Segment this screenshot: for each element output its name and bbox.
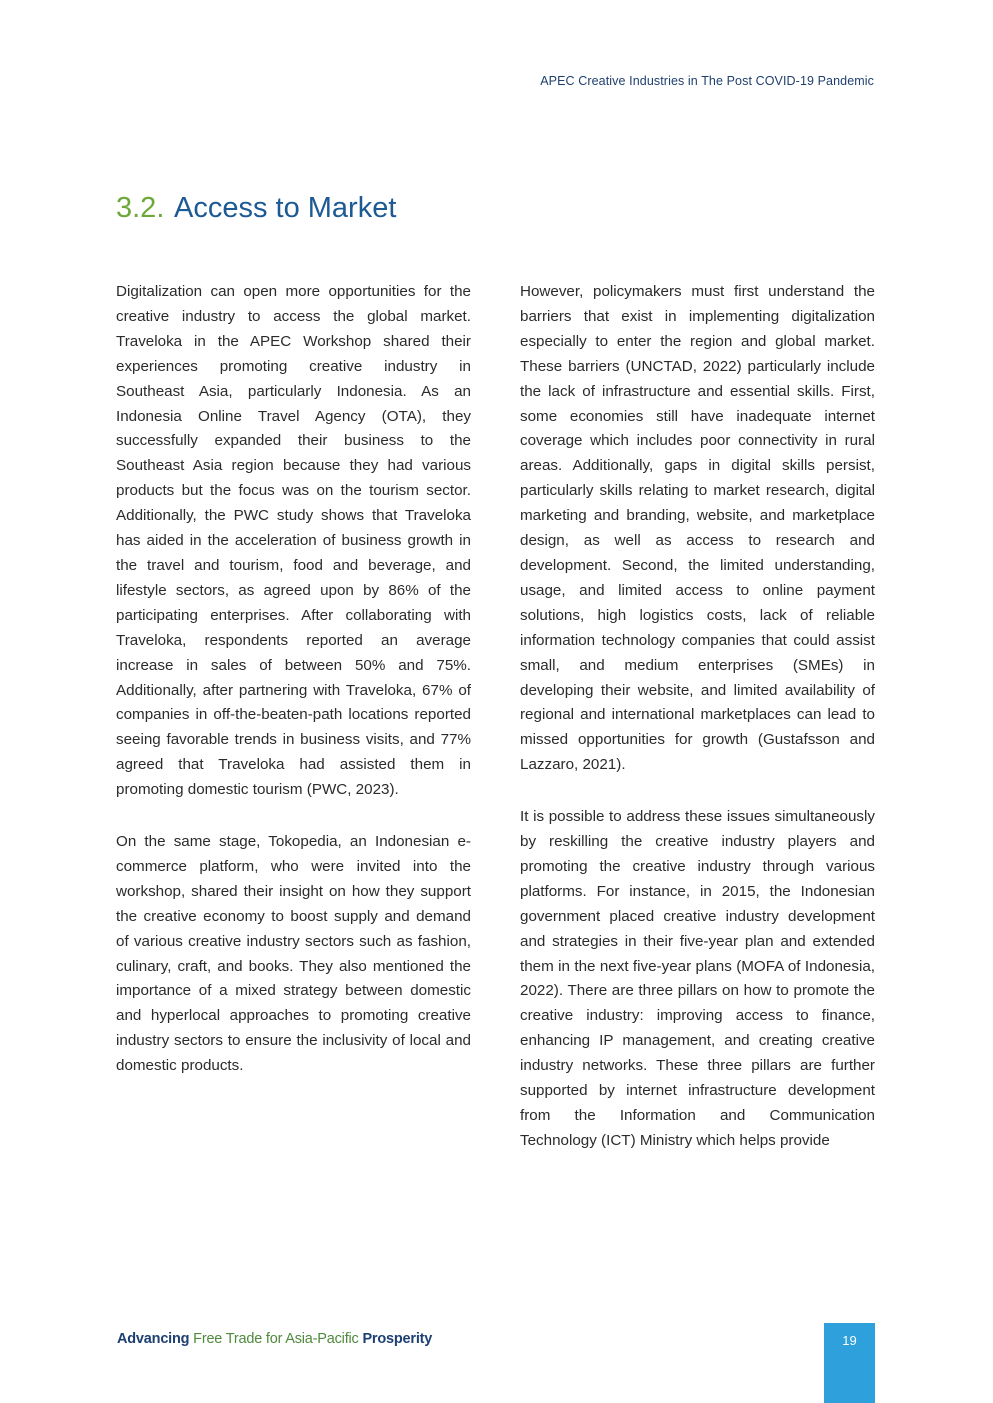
page-number: 19 [842,1333,857,1348]
running-header: APEC Creative Industries in The Post COVID-19 Pandemic [540,74,874,88]
tagline-advancing: Advancing [117,1331,190,1347]
footer-tagline [117,1331,432,1347]
tagline-middle: Free Trade for Asia-Pacific [189,1331,363,1347]
tagline-prosperity: Prosperity [362,1331,433,1347]
paragraph: It is possible to address these issues simultaneously by reskilling the creative industry players and promoting the creative industry through various platforms. For instance, in 2015, the Indonesian government placed creative industry development and strategies in their five-year plan and extended them in the next five-year plans (MOFA of Indonesia, 2022). There are three pillars on how to promote the creative industry: improving access to finance, enhancing IP management, and creating creative industry networks. These three pillars are further supported by internet infrastructure development from the Information and Communication Technology (ICT) Ministry which helps provide [520,808,875,1149]
page-number-box [824,1323,875,1403]
section-heading [116,188,396,228]
paragraph: However, policymakers must first understand the barriers that exist in implementing digitalization especially to enter the region and global market. These barriers (UNCTAD, 2022) particularly include the lack of infrastructure and essential skills. First, some economies still have inadequate internet coverage which includes poor connectivity in rural areas. Additionally, gaps in digital skills persist, particularly skills relating to market research, digital marketing and branding, website, and marketplace design, as well as access to research and development. Second, the limited understanding, usage, and limited access to online payment solutions, high logistics costs, lack of reliable information technology companies that could assist small, and medium enterprises (SMEs) in developing their website, and limited availability of regional and international marketplaces can lead to missed opportunities for growth (Gustafsson and Lazzaro, 2021). [520,283,875,774]
left-column [116,280,471,1106]
paragraph: Digitalization can open more opportunities for the creative industry to access the global market. Traveloka in the APEC Workshop shared their experiences promoting creative industry in Southeast Asia, particularly Indonesia. As an Indonesia Online Travel Agency (OTA), they successfully expanded their business to the Southeast Asia region because they had various products but the focus was on the tourism sector. Additionally, the PWC study shows that Traveloka has aided in the acceleration of business growth in the travel and tourism, food and beverage, and lifestyle sectors, as agreed upon by 86% of the participating enterprises. After collaborating with Traveloka, respondents reported an average increase in sales of between 50% and 75%. Additionally, after partnering with Traveloka, 67% of companies in off-the-beaten-path locations reported seeing favorable trends in business visits, and 77% agreed that Traveloka had assisted them in promoting domestic tourism (PWC, 2023). [116,283,471,799]
section-number: 3.2. [116,192,165,224]
section-title: Access to Market [174,192,397,224]
paragraph: On the same stage, Tokopedia, an Indonesian e-commerce platform, who were invited into the workshop, shared their insight on how they support the creative economy to boost supply and demand of various creative industry sectors such as fashion, culinary, craft, and books. They also mentioned the importance of a mixed strategy between domestic and hyperlocal approaches to promoting creative industry sectors to ensure the inclusivity of local and domestic products. [116,833,471,1075]
right-column [520,280,875,1181]
